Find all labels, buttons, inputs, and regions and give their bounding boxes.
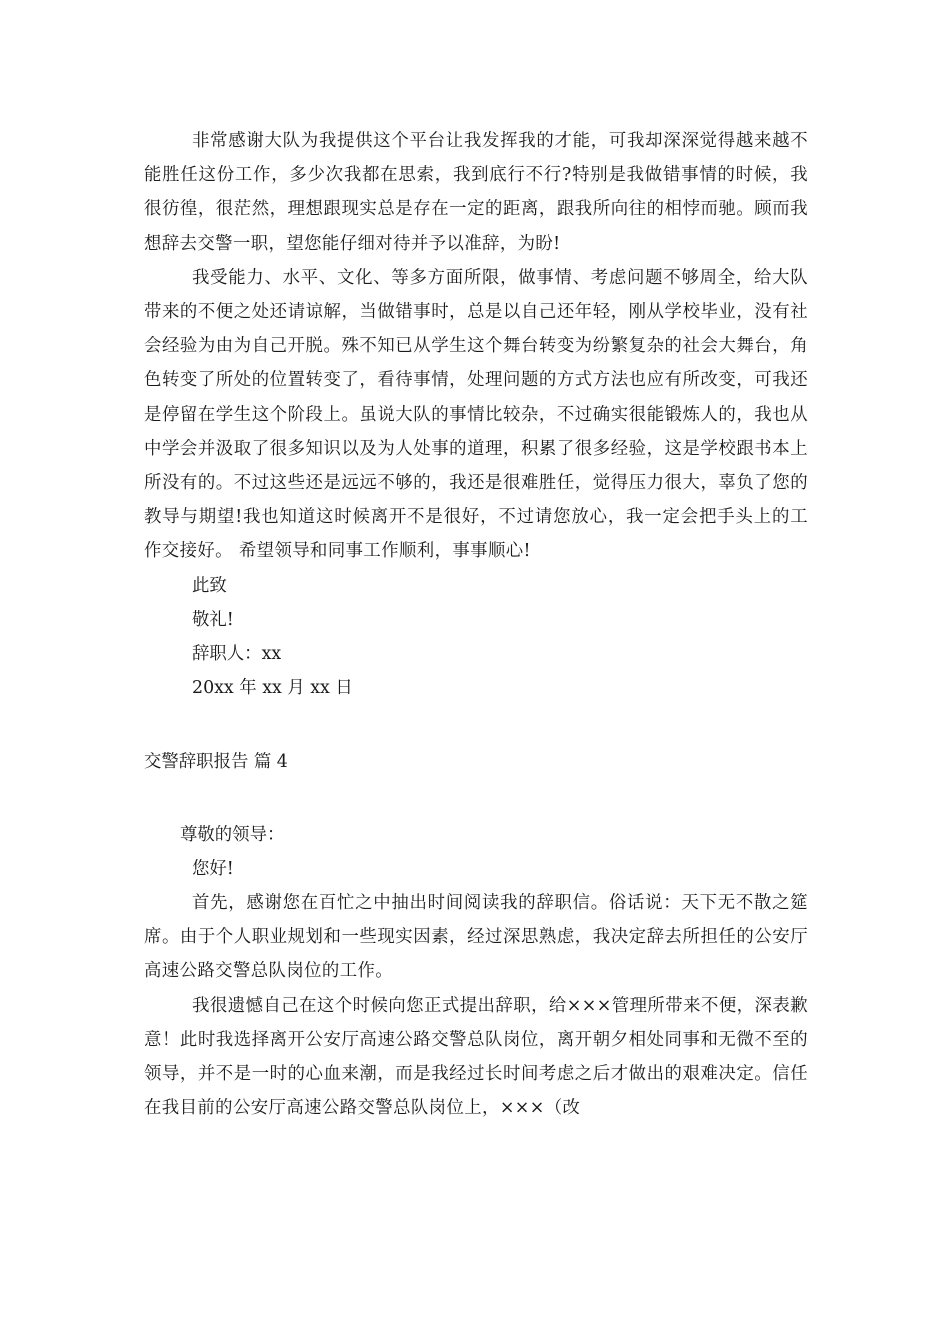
body-paragraph: 我很遗憾自己在这个时候向您正式提出辞职，给×××管理所带来不便，深表歉意！此时我选择离开公安厅高速公路交警总队岗位，离开朝夕相处同事和无微不至的领导，并不是一时的心血来潮，而是我经过长时间考虑之后才做出的艰难决定。信任在我目前的公安厅高速公路交警总队岗位上，×××（改 (144, 995, 808, 1119)
body-paragraph: 首先，感谢您在百忙之中抽出时间阅读我的辞职信。俗话说：天下无不散之筵席。由于个人职业规划和一些现实因素，经过深思熟虑，我决定辞去所担任的公安厅高速公路交警总队岗位的工作。 (144, 893, 808, 982)
salutation: 尊敬的领导： (180, 824, 285, 845)
closing-line: 敬礼! (192, 609, 234, 630)
body-paragraph: 我受能力、水平、文化、等多方面所限，做事情、考虑问题不够周全，给大队带来的不便之处还请谅解，当做错事时，总是以自己还年轻，刚从学校毕业，没有社会经验为由为自己开脱。殊不知已从学生这个舞台转变为纷繁复杂的社会大舞台，角色转变了所处的位置转变了，看待事情，处理问题的方式方法也应有所改变，可我还是停留在学生这个阶段上。虽说大队的事情比较杂，不过确实很能锻炼人的，我也从中学会并汲取了很多知识以及为人处事的道理，积累了很多经验，这是学校跟书本上所没有的。不过这些还是远远不够的，我还是很难胜任，觉得压力很大，辜负了您的教导与期望!我也知道这时候离开不是很好，不过请您放心，我一定会把手头上的工作交接好。 希望领导和同事工作顺利，事事顺心! (144, 267, 808, 562)
body-paragraph: 非常感谢大队为我提供这个平台让我发挥我的才能，可我却深深觉得越来越不能胜任这份工作，多少次我都在思索，我到底行不行?特别是我做错事情的时候，我很彷徨，很茫然，理想跟现实总是存在一定的距离，跟我所向往的相悖而驰。顾而我想辞去交警一职，望您能仔细对待并予以准辞，为盼! (144, 131, 808, 254)
section-heading: 交警辞职报告 篇 4 (144, 752, 288, 773)
greeting: 您好! (192, 858, 234, 879)
closing-line: 此致 (192, 575, 227, 596)
document-body (144, 124, 808, 1125)
signer-line: 辞职人：xx (192, 644, 282, 665)
date-line: 20xx 年 xx 月 xx 日 (192, 678, 353, 699)
